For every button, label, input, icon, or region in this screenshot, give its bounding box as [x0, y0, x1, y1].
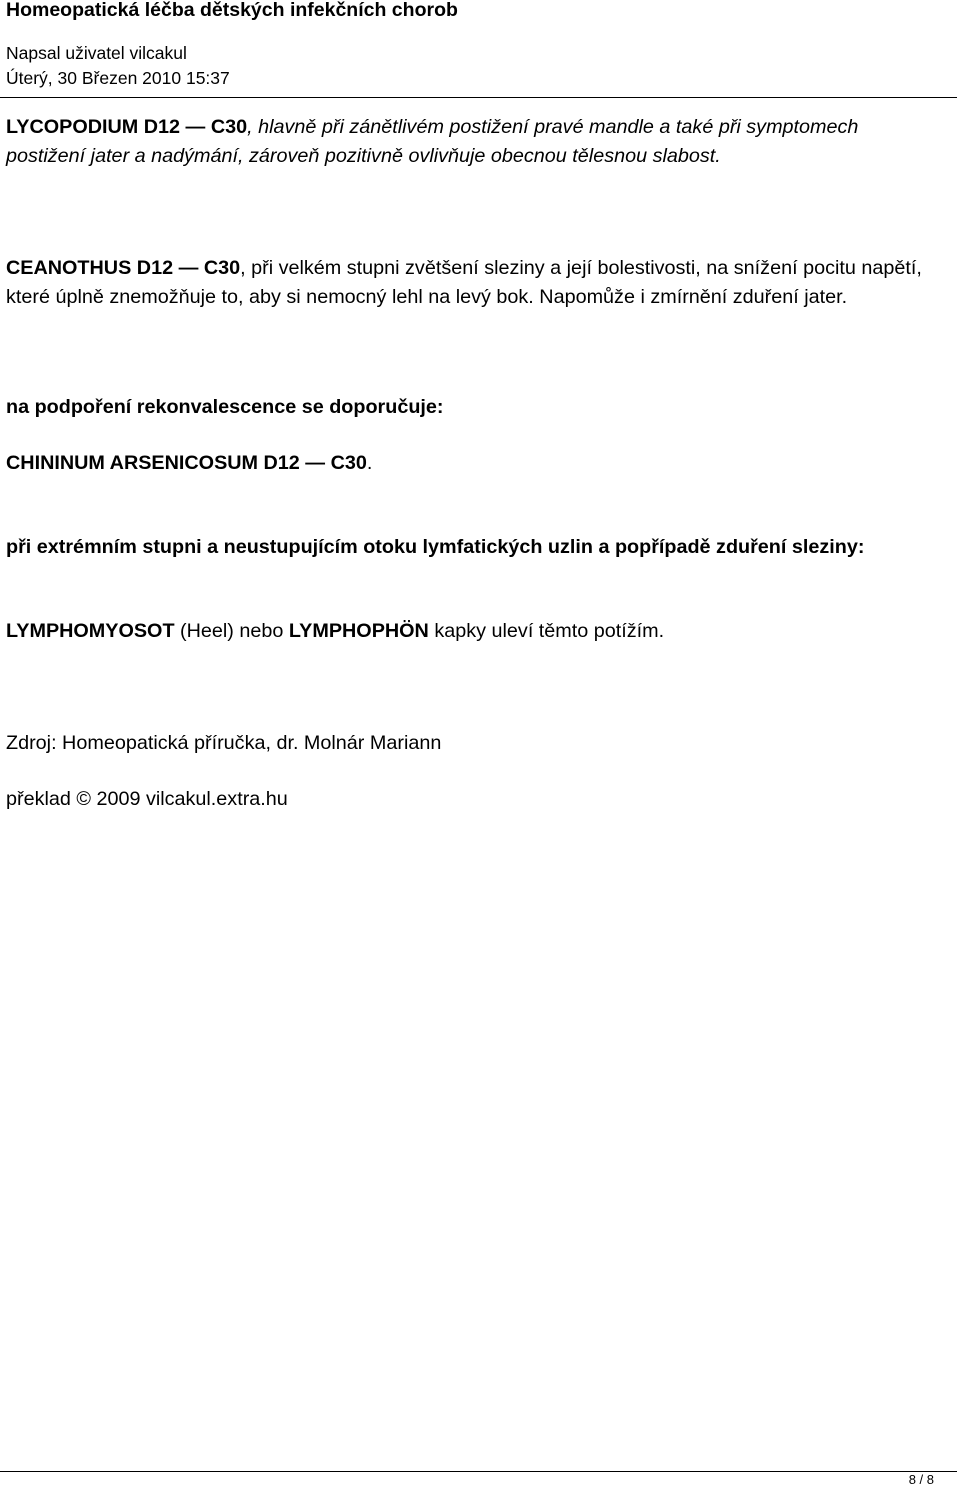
paragraph-convalescence-heading: na podpoření rekonvalescence se doporučuje:: [6, 396, 444, 418]
paragraph-lymph-heading: při extrémním stupni a neustupujícím otoku lymfatických uzlin a popřípadě zduření sleziny:: [6, 536, 865, 558]
author-line: Napsal uživatel vilcakul: [6, 43, 187, 63]
date-line: Úterý, 30 Březen 2010 15:37: [6, 68, 230, 88]
remedy-description: , hlavně při zánětlivém postižení pravé mandle a také při symptomech postižení jater a nadýmání, zároveň pozitivně ovlivňuje obecnou tělesnou slabost.: [6, 116, 859, 167]
page-number: 8 / 8: [908, 1472, 934, 1487]
remedy-name: CEANOTHUS D12 — C30: [6, 257, 241, 279]
paragraph-lymphomyosot: [6, 617, 926, 646]
translation-credit: překlad © 2009 vilcakul.extra.hu: [6, 788, 288, 810]
header-divider: [0, 97, 957, 98]
remedy-brand: (Heel) nebo: [174, 620, 289, 642]
remedy-description: kapky uleví těmto potížím.: [428, 620, 665, 642]
remedy-name: LYCOPODIUM D12 — C30: [6, 116, 248, 138]
remedy-name: CHININUM ARSENICOSUM D12 — C30: [6, 452, 367, 474]
remedy-name: LYMPHOPHÖN: [288, 620, 429, 642]
paragraph-ceanothus: [6, 254, 926, 311]
paragraph-lycopodium: [6, 113, 926, 170]
paragraph-chininum: [6, 449, 926, 478]
remedy-name: LYMPHOMYOSOT: [6, 620, 175, 642]
remedy-punctuation: .: [366, 452, 373, 474]
article-title: Homeopatická léčba dětských infekčních chorob: [6, 0, 458, 21]
remedy-description: , při velkém stupni zvětšení sleziny a její bolestivosti, na snížení pocitu napětí, které úplně znemožňuje to, aby si nemocný lehl na levý bok. Napomůže i zmírnění zduření jater.: [6, 257, 922, 308]
footer-divider: [0, 1471, 957, 1472]
source-line: Zdroj: Homeopatická příručka, dr. Molnár Mariann: [6, 732, 442, 754]
